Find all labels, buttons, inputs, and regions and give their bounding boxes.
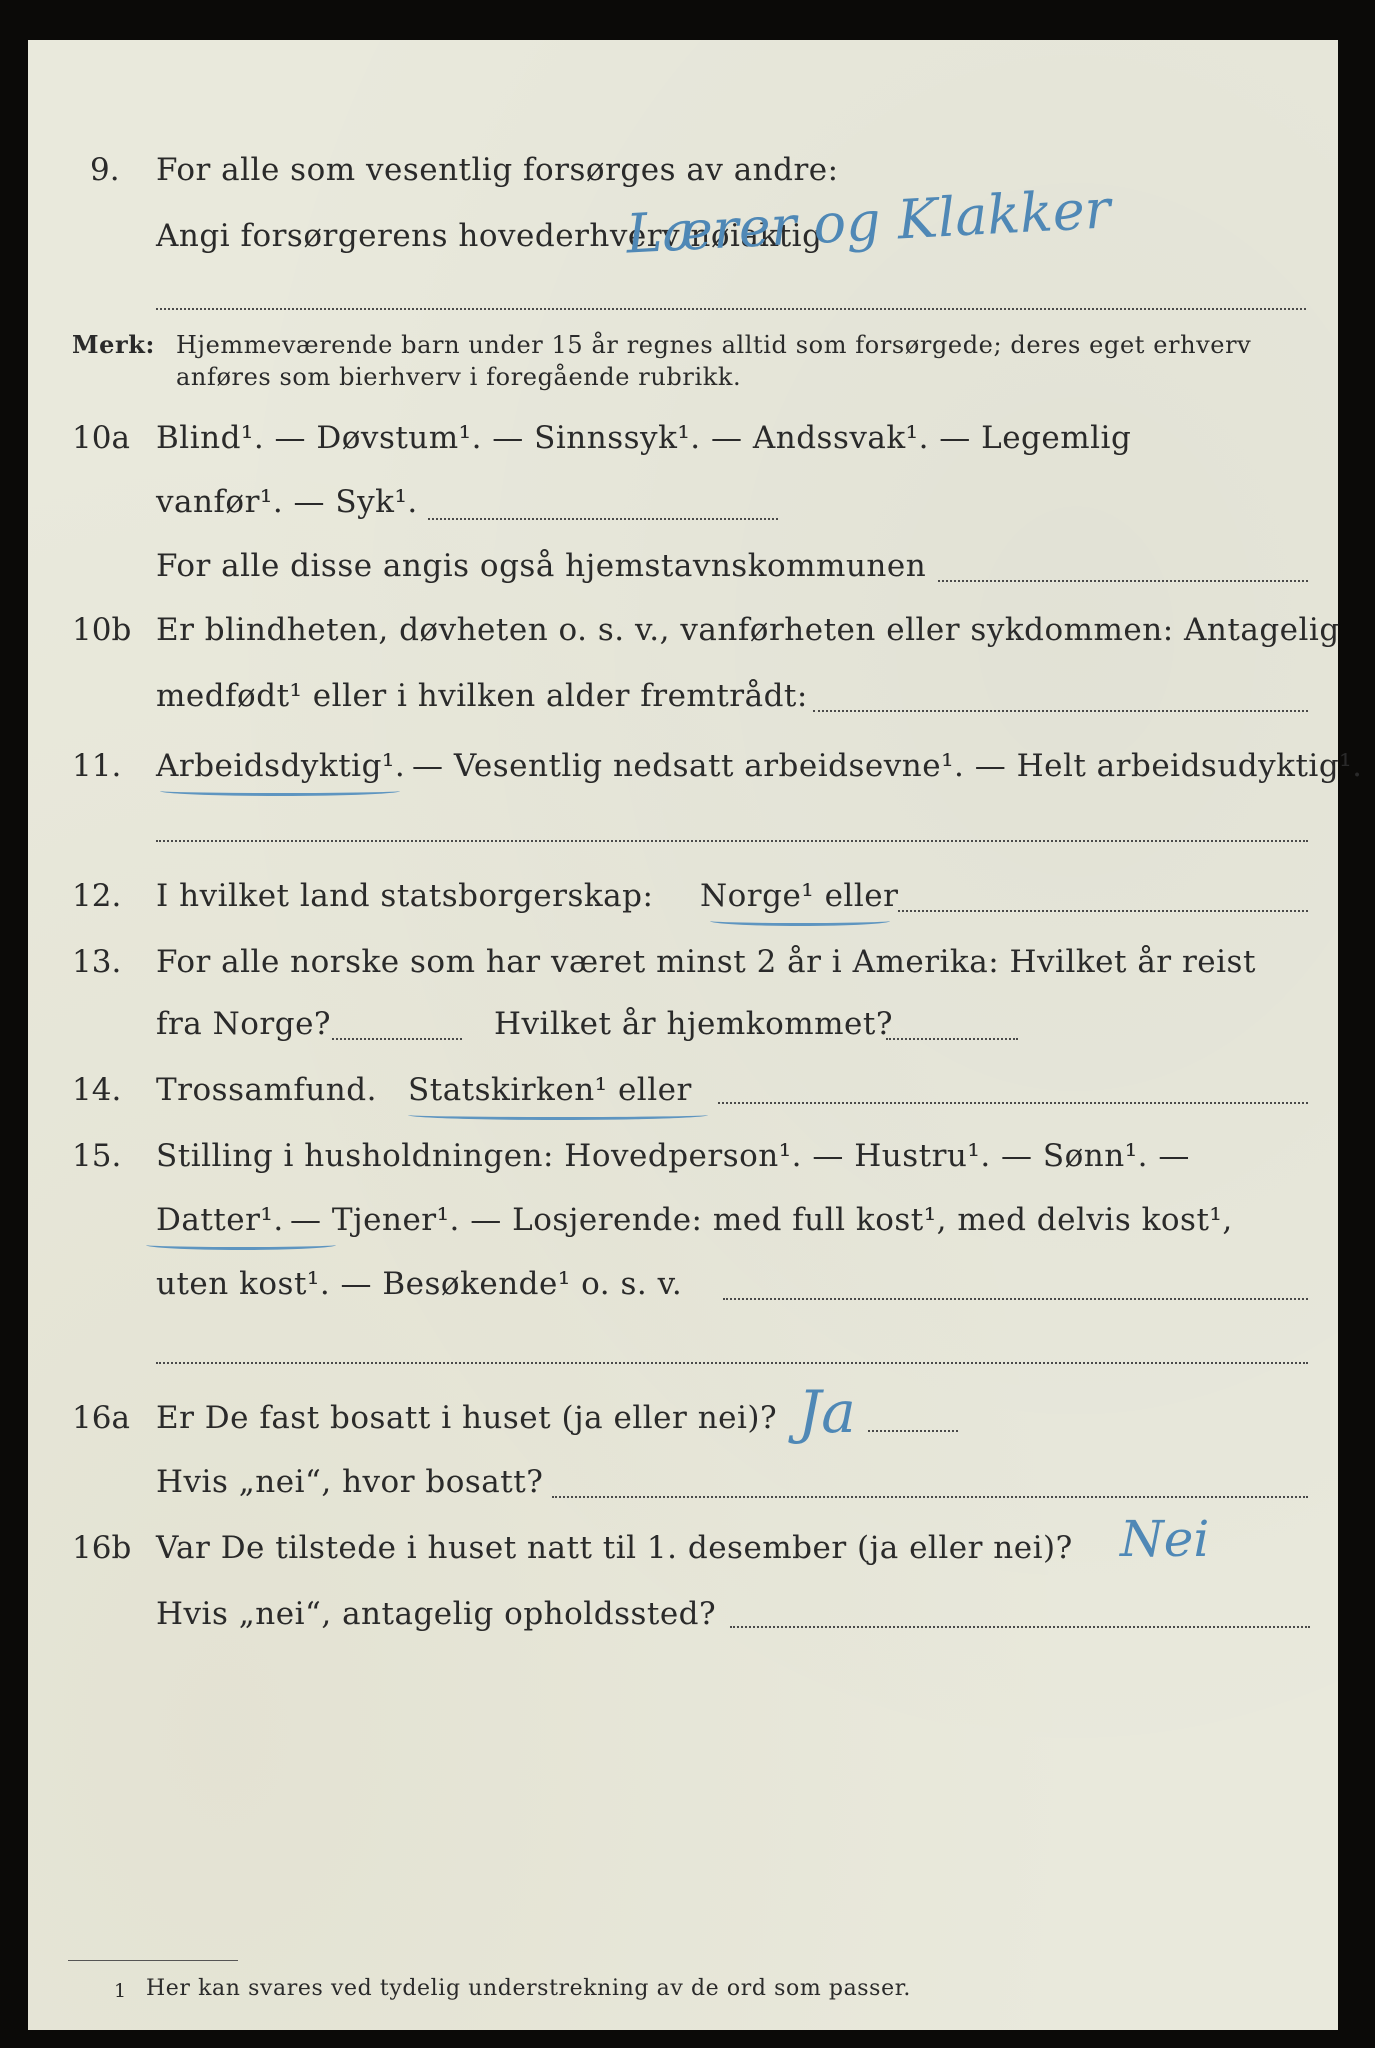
q15-number: 15. bbox=[72, 1138, 122, 1174]
q14-text: Trossamfund. bbox=[156, 1072, 377, 1108]
q12-number: 12. bbox=[72, 878, 122, 914]
q15-blank bbox=[723, 1298, 1308, 1300]
q11-option-arbeidsdyktig: Arbeidsdyktig¹. bbox=[156, 748, 406, 784]
q10a-number: 10a bbox=[72, 420, 130, 456]
footnote-text: Her kan svares ved tydelig understrekning av de ord som passer. bbox=[146, 1976, 911, 2001]
q16b-line1: Var De tilstede i huset natt til 1. desember (ja eller nei)? bbox=[156, 1530, 1073, 1566]
q15-line1: Stilling i husholdningen: Hovedperson¹. — Hustru¹. — Sønn¹. — bbox=[156, 1138, 1190, 1174]
q15-option-datter: Datter¹. bbox=[156, 1202, 284, 1238]
q12-text: I hvilket land statsborgerskap: bbox=[156, 878, 654, 914]
q10a-syk-blank bbox=[428, 518, 778, 520]
q12-option-norge: Norge¹ eller bbox=[700, 878, 899, 914]
q10a-line3: For alle disse angis også hjemstavnskommunen bbox=[156, 548, 927, 584]
merk-line1: Hjemmeværende barn under 15 år regnes alltid som forsørgede; deres eget erhverv bbox=[176, 331, 1252, 359]
q16a-handwritten-answer: Ja bbox=[798, 1378, 856, 1446]
q16b-handwritten-answer: Nei bbox=[1120, 1510, 1210, 1568]
q9-line1: For alle som vesentlig forsørges av andre: bbox=[156, 152, 839, 188]
q9-line2: Angi forsørgerens hovederhverv nøiaktig bbox=[156, 218, 823, 254]
q10a-line1: Blind¹. — Døvstum¹. — Sinnssyk¹. — Andssvak¹. — Legemlig bbox=[156, 420, 1132, 456]
footnote-rule bbox=[68, 1960, 238, 1961]
q15-line3: uten kost¹. — Besøkende¹ o. s. v. bbox=[156, 1266, 683, 1302]
q10b-blank bbox=[813, 710, 1308, 712]
q13-number: 13. bbox=[72, 944, 122, 980]
q12-ink-underline bbox=[710, 916, 890, 926]
q9-number: 9. bbox=[90, 152, 120, 188]
q16a-line2: Hvis „nei“, hvor bosatt? bbox=[156, 1464, 544, 1500]
q11-number: 11. bbox=[72, 748, 122, 784]
q10b-number: 10b bbox=[72, 612, 132, 648]
q16a-number: 16a bbox=[72, 1400, 130, 1436]
q10b-line2: medfødt¹ eller i hvilken alder fremtrådt: bbox=[156, 678, 808, 714]
q16b-line2: Hvis „nei“, antagelig opholdssted? bbox=[156, 1596, 717, 1632]
q15-ink-underline bbox=[146, 1240, 336, 1250]
q14-ink-underline bbox=[408, 1110, 708, 1120]
q16b-number: 16b bbox=[72, 1530, 132, 1566]
q13-line1: For alle norske som har været minst 2 år i Amerika: Hvilket år reist bbox=[156, 944, 1256, 980]
q9-handwritten-answer: Lærer og Klakker bbox=[624, 177, 1112, 266]
q10a-hjemstavn-blank bbox=[938, 580, 1308, 582]
q11-blank-line bbox=[156, 840, 1308, 842]
q14-option-statskirken: Statskirken¹ eller bbox=[408, 1072, 692, 1108]
q15-blank-line bbox=[156, 1362, 1308, 1364]
q16a-blank bbox=[868, 1430, 958, 1432]
q10a-line2: vanfør¹. — Syk¹. bbox=[156, 484, 418, 520]
q15-line2b: — Tjener¹. — Losjerende: med full kost¹, med delvis kost¹, bbox=[290, 1202, 1233, 1238]
q13-line2b: Hvilket år hjemkommet? bbox=[494, 1006, 893, 1042]
merk-line2: anføres som bierhverv i foregående rubrikk. bbox=[176, 363, 742, 391]
census-form-page bbox=[28, 40, 1363, 2030]
q13-hjemkommet-blank bbox=[886, 1038, 1018, 1040]
q11-rest: — Vesentlig nedsatt arbeidsevne¹. — Helt arbeidsudyktig¹. bbox=[412, 748, 1363, 784]
footnote-mark: 1 bbox=[114, 1980, 127, 2002]
q16a-line1: Er De fast bosatt i huset (ja eller nei)? bbox=[156, 1400, 778, 1436]
q16a-bosatt-blank bbox=[552, 1496, 1308, 1498]
q14-blank bbox=[718, 1102, 1308, 1104]
q12-blank bbox=[898, 910, 1308, 912]
q14-number: 14. bbox=[72, 1072, 122, 1108]
q13-reist-blank bbox=[332, 1038, 462, 1040]
q9-blank-line bbox=[156, 308, 1306, 310]
q16b-opholdssted-blank bbox=[730, 1626, 1310, 1628]
q11-ink-underline bbox=[160, 786, 400, 796]
merk-label: Merk: bbox=[72, 330, 155, 359]
q13-line2a: fra Norge? bbox=[156, 1006, 332, 1042]
q10b-line1: Er blindheten, døvheten o. s. v., vanførheten eller sykdommen: Antagelig bbox=[156, 612, 1340, 648]
